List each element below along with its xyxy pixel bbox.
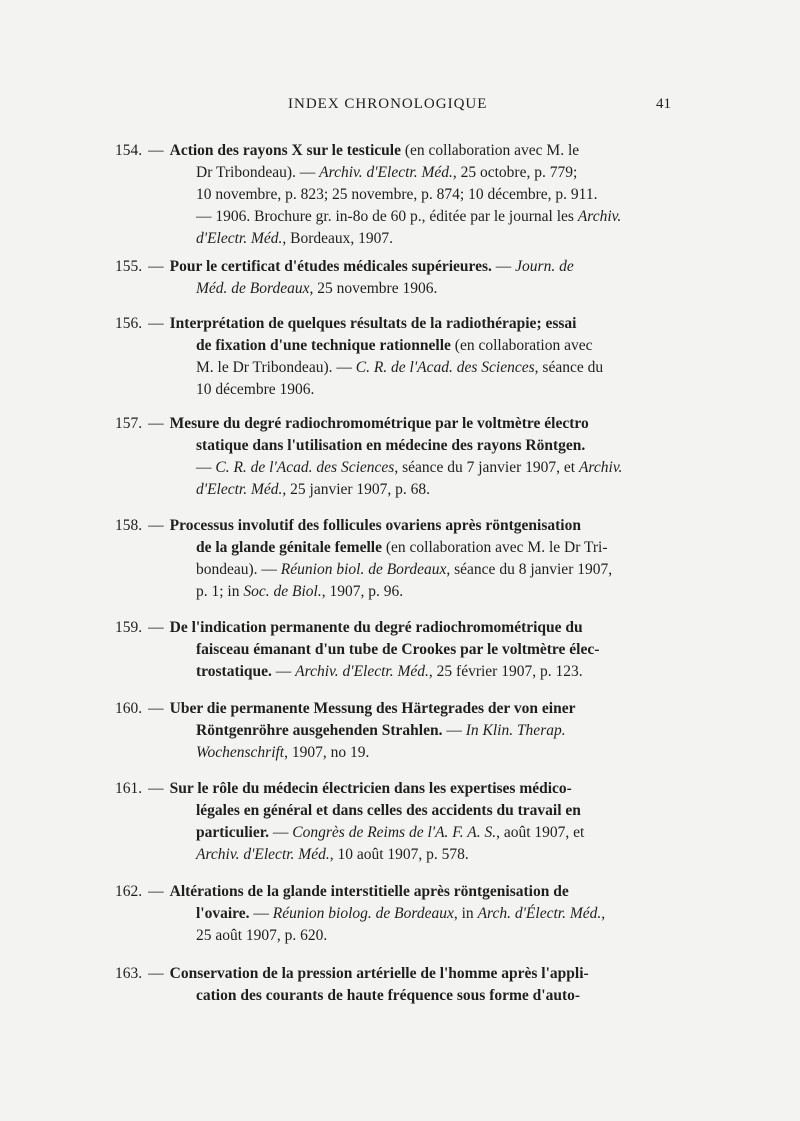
bibliography-entry: 155. — Pour le certificat d'études médicales supérieures. — Journ. de Méd. de Bordeaux, 25 novembre 1906.: [115, 258, 574, 297]
entry-title: Conservation de la pression artérielle de l'homme après l'appli-: [169, 965, 589, 982]
entry-title: Processus involutif des follicules ovariens après röntgenisation: [169, 517, 581, 534]
running-title: INDEX CHRONOLOGIQUE: [288, 96, 488, 112]
entry-number: 156.: [115, 315, 143, 332]
entry-number: 155.: [115, 258, 143, 275]
entry-number: 160.: [115, 700, 143, 717]
entry-title: Uber die permanente Messung des Härtegrades der von einer: [169, 700, 576, 717]
bibliography-entry: 156. — Interprétation de quelques résultats de la radiothérapie; essai de fixation d'une technique rationnelle (en collaboration avec M. le Dr Tribondeau). — C. R. de l'Acad. des Sciences, séance du 10 décembre 1906.: [115, 315, 604, 398]
bibliography-entry: 161. — Sur le rôle du médecin électricien dans les expertises médico- légales en général et dans celles des accidents du travail en particulier. — Congrès de Reims de l'A. F. A. S., août 1907, et Archiv. d'Electr. Méd., 10 août 1907, p. 578.: [115, 780, 585, 863]
page-number: 41: [656, 96, 671, 112]
entry-number: 163.: [115, 965, 143, 982]
entry-number: 161.: [115, 780, 143, 797]
entry-number: 162.: [115, 883, 143, 900]
entry-title: Altérations de la glande interstitielle après röntgenisation de: [169, 883, 569, 900]
entry-title: Interprétation de quelques résultats de la radiothérapie; essai: [169, 315, 577, 332]
entry-title: Action des rayons X sur le testicule: [169, 142, 401, 159]
bibliography-entry: 157. — Mesure du degré radiochromométrique par le voltmètre électro statique dans l'utilisation en médecine des rayons Röntgen. — C. R. de l'Acad. des Sciences, séance du 7 janvier 1907, et Archiv. d'Electr. Méd., 25 janvier 1907, p. 68.: [115, 415, 623, 498]
entry-title: Sur le rôle du médecin électricien dans les expertises médico-: [169, 780, 572, 797]
entry-title: Pour le certificat d'études médicales supérieures.: [169, 258, 492, 275]
entry-title: De l'indication permanente du degré radiochromométrique du: [169, 619, 583, 636]
bibliography-entry: 163. — Conservation de la pression artérielle de l'homme après l'appli- cation des courants de haute fréquence sous forme d'auto-: [115, 965, 589, 1004]
journal-title: Archiv. d'Electr. Méd.: [319, 164, 453, 181]
entry-number: 154.: [115, 142, 143, 159]
bibliography-entry: 162. — Altérations de la glande interstitielle après röntgenisation de l'ovaire. — Réunion biolog. de Bordeaux, in Arch. d'Électr. Méd., 25 août 1907, p. 620.: [115, 883, 606, 944]
bibliography-entry: 160. — Uber die permanente Messung des Härtegrades der von einer Röntgenröhre ausgehenden Strahlen. — In Klin. Therap. Wochenschrift, 1907, no 19.: [115, 700, 576, 761]
entry-number: 159.: [115, 619, 143, 636]
entry-number: 158.: [115, 517, 143, 534]
running-header: [0, 96, 800, 112]
bibliography-entry: 154. — Action des rayons X sur le testicule (en collaboration avec M. le Dr Tribondeau). — Archiv. d'Electr. Méd., 25 octobre, p. 779; 10 novembre, p. 823; 25 novembre, p. 874; 10 décembre, p. 911. — 1906. Brochure gr. in-8o de 60 p., éditée par le journal les Archiv. d'Electr. Méd., Bordeaux, 1907.: [115, 142, 622, 247]
bibliography-entry: 159. — De l'indication permanente du degré radiochromométrique du faisceau émanant d'un tube de Crookes par le voltmètre élec- trostatique. — Archiv. d'Electr. Méd., 25 février 1907, p. 123.: [115, 619, 600, 680]
bibliography-entry: 158. — Processus involutif des follicules ovariens après röntgenisation de la glande génitale femelle (en collaboration avec M. le Dr Tri- bondeau). — Réunion biol. de Bordeaux, séance du 8 janvier 1907, p. 1; in Soc. de Biol., 1907, p. 96.: [115, 517, 613, 600]
entry-title: Mesure du degré radiochromométrique par le voltmètre électro: [169, 415, 589, 432]
entry-number: 157.: [115, 415, 143, 432]
